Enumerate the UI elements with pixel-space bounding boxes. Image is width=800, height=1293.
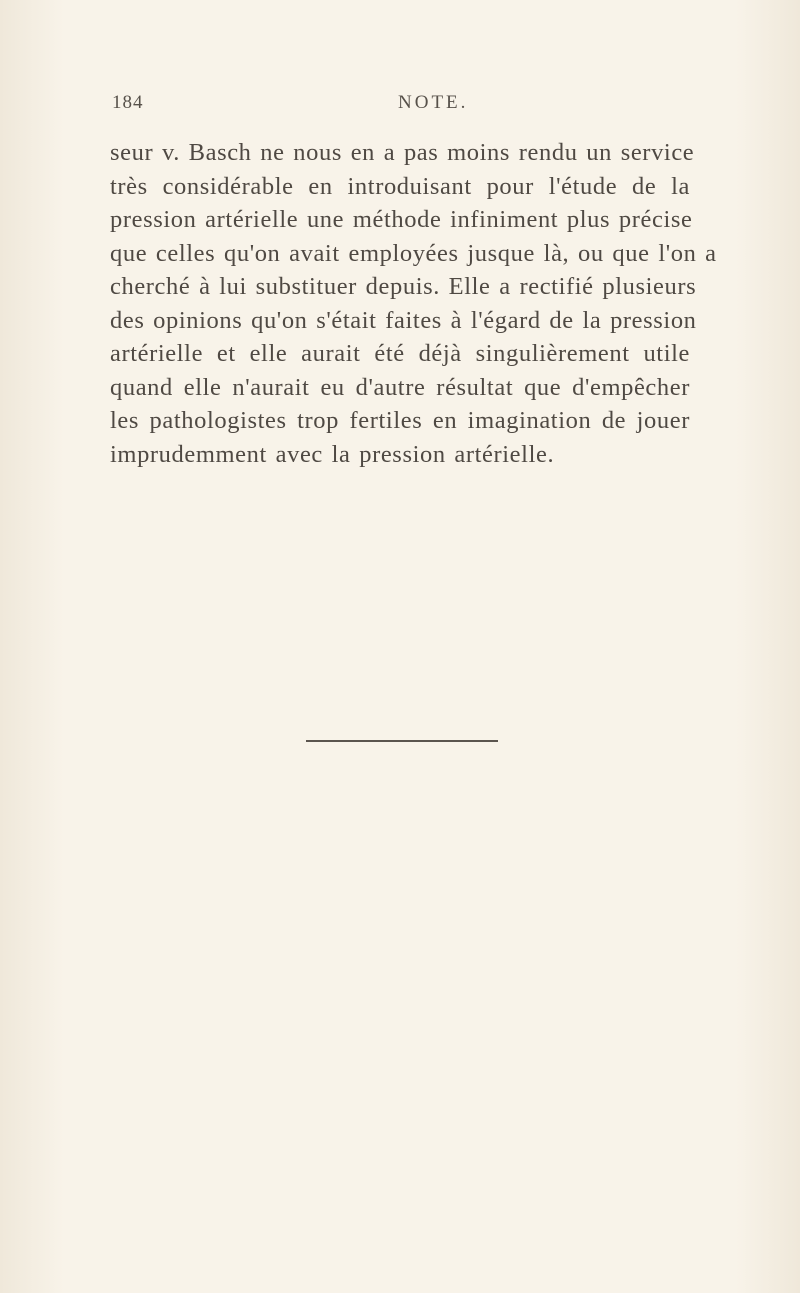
page-number: 184 xyxy=(112,92,144,113)
text-line: les pathologistes trop fertiles en imagination de jouer xyxy=(110,407,690,434)
running-title: NOTE. xyxy=(398,92,469,113)
running-head xyxy=(0,92,800,122)
body-paragraph xyxy=(110,136,717,471)
section-divider xyxy=(306,740,498,742)
text-line: artérielle et elle aurait été déjà singulièrement utile xyxy=(110,340,690,367)
text-line: quand elle n'aurait eu d'autre résultat que d'empêcher xyxy=(110,373,690,401)
text-line: des opinions qu'on s'était faites à l'égard de la pression xyxy=(110,306,697,334)
text-line: cherché à lui substituer depuis. Elle a rectifié plusieurs xyxy=(110,273,697,300)
text-line: seur v. Basch ne nous en a pas moins rendu un service xyxy=(110,139,695,166)
text-line: pression artérielle une méthode infiniment plus précise xyxy=(110,206,693,233)
text-line: très considérable en introduisant pour l'étude de la xyxy=(110,172,690,200)
text-line: que celles qu'on avait employées jusque là, ou que l'on a xyxy=(110,239,717,267)
text-line: imprudemment avec la pression artérielle. xyxy=(110,440,555,468)
